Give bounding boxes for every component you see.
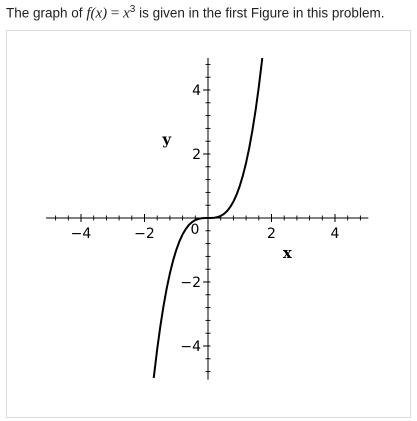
- equals-sign: =: [107, 5, 124, 22]
- question-prefix: The graph of: [6, 5, 87, 21]
- x-tick-label: 2: [267, 226, 276, 242]
- origin-label: 0: [190, 222, 200, 238]
- variable-x: x: [123, 5, 130, 22]
- x-axis-label: x: [282, 244, 292, 262]
- function-expression: f(x): [86, 5, 108, 22]
- x-tick-label: −4: [70, 226, 92, 242]
- y-tick-label: −4: [180, 339, 201, 355]
- y-tick-label: −2: [180, 275, 201, 291]
- x-tick-label: 4: [330, 226, 340, 242]
- y-axis-label: y: [162, 130, 172, 149]
- y-tick-label: 2: [192, 147, 201, 163]
- x-tick-label: −2: [134, 226, 155, 242]
- exponent: 3: [129, 4, 136, 15]
- question-suffix: is given in the first Figure in this problem.: [135, 5, 385, 21]
- y-tick-label: 4: [192, 83, 201, 99]
